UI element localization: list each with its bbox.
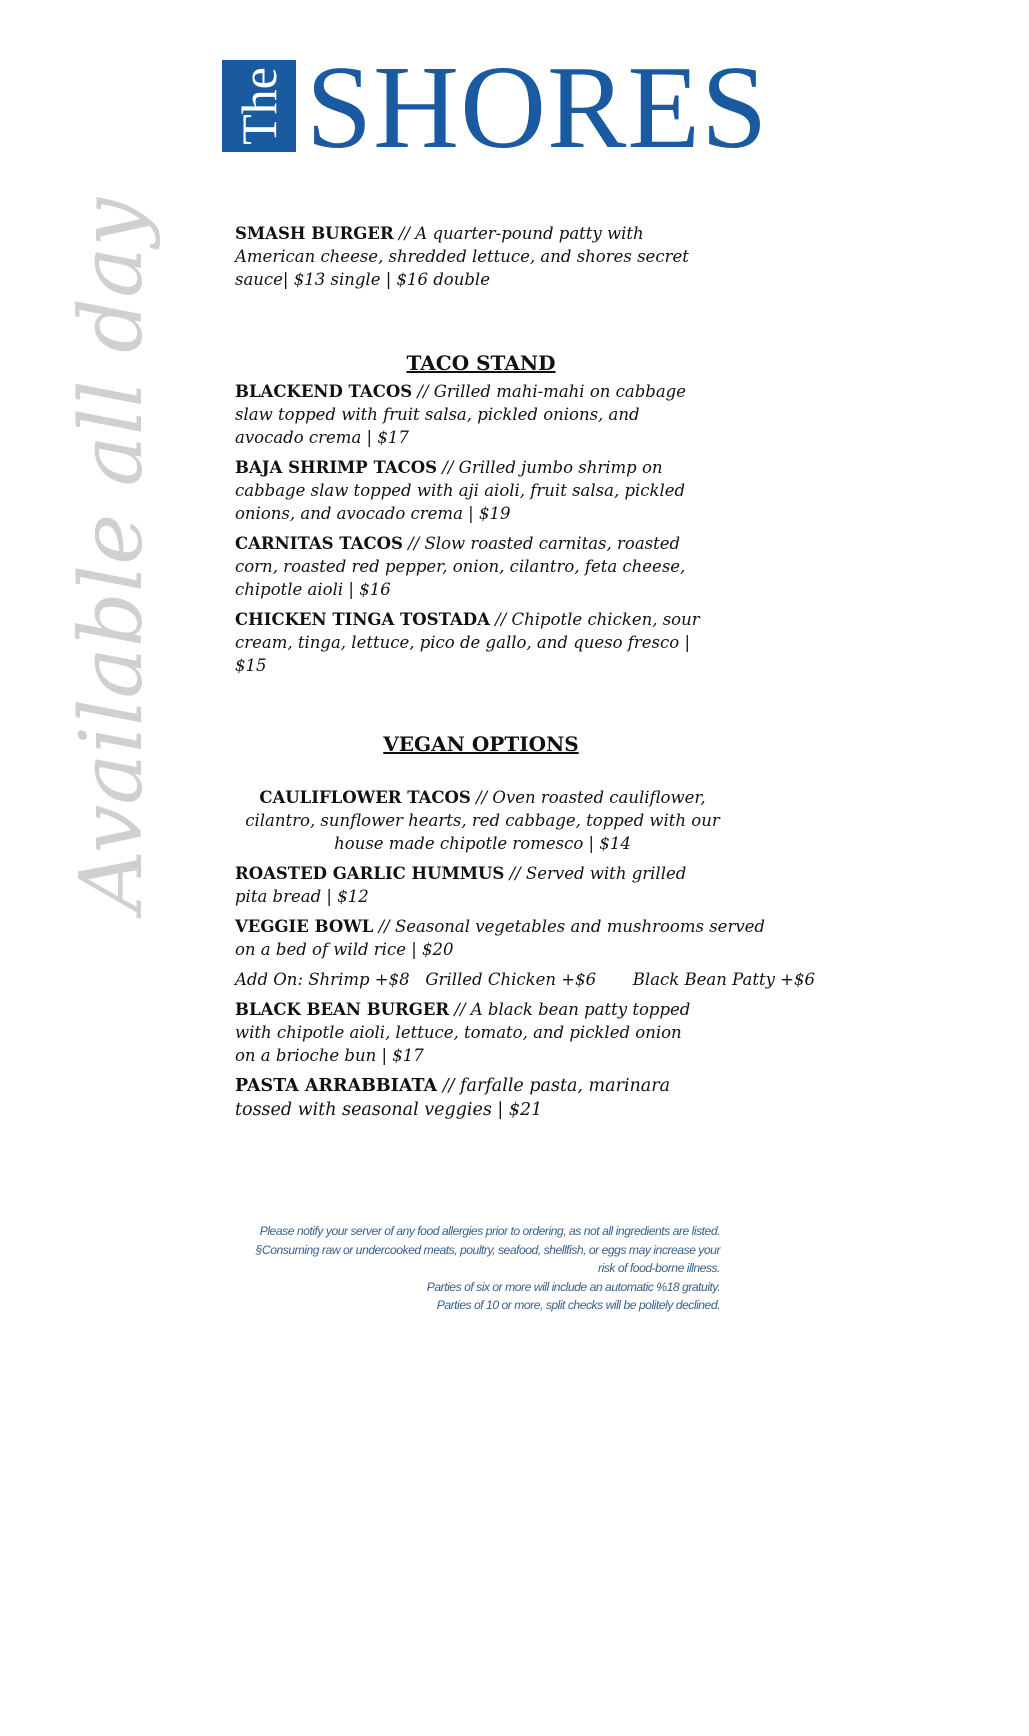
item-name: CHICKEN TINGA TOSTADA bbox=[235, 610, 490, 629]
menu-item-chicken-tinga-tostada bbox=[235, 608, 705, 677]
menu-item-roasted-garlic-hummus bbox=[235, 862, 695, 908]
item-name: BAJA SHRIMP TACOS bbox=[235, 458, 438, 477]
item-name: CAULIFLOWER TACOS bbox=[259, 788, 471, 807]
add-on-grilled-chicken: Grilled Chicken +$6 bbox=[425, 970, 597, 989]
item-name: PASTA ARRABBIATA bbox=[235, 1076, 438, 1096]
item-description: // A black bean patty topped with chipotle aioli, lettuce, tomato, and pickled onion on a brioche bun | $17 bbox=[235, 1000, 691, 1065]
menu-item-black-bean-burger bbox=[235, 998, 705, 1067]
restaurant-logo bbox=[222, 41, 769, 174]
gratuity-notice: Parties of six or more will include an automatic %18 gratuity. bbox=[426, 1279, 720, 1294]
availability-watermark: Available all day bbox=[62, 197, 162, 913]
item-name: BLACKEND TACOS bbox=[235, 382, 413, 401]
add-on-black-bean-patty: Black Bean Patty +$6 bbox=[632, 970, 815, 989]
item-description: // A quarter-pound patty with American cheese, shredded lettuce, and shores secret sauce| $13 single | $16 double bbox=[235, 224, 689, 289]
split-check-notice: Parties of 10 or more, split checks will be politely declined. bbox=[436, 1298, 720, 1312]
section-heading-taco-stand: TACO STAND bbox=[406, 351, 556, 375]
menu-content bbox=[235, 222, 815, 1122]
item-description: // Slow roasted carnitas, roasted corn, roasted red pepper, onion, cilantro, feta cheese, chipotle aioli | $16 bbox=[235, 534, 686, 599]
item-description: // Seasonal vegetables and mushrooms served on a bed of wild rice | $20 bbox=[235, 917, 765, 959]
add-on-label: Add On: bbox=[235, 970, 303, 989]
section-heading-vegan-options: VEGAN OPTIONS bbox=[383, 732, 579, 756]
consumption-warning: §Consuming raw or undercooked meats, poultry, seafood, shellfish, or eggs may increase your risk of food-borne illness. bbox=[255, 1242, 720, 1275]
logo-small-text: The bbox=[231, 67, 287, 145]
item-name: VEGGIE BOWL bbox=[235, 917, 374, 936]
item-description: // Served with grilled pita bread | $12 bbox=[235, 864, 687, 906]
item-description: // Oven roasted cauliflower, cilantro, sunflower hearts, red cabbage, topped with our house made chipotle romesco | $14 bbox=[245, 788, 720, 853]
item-description: // Grilled mahi-mahi on cabbage slaw topped with fruit salsa, pickled onions, and avocado crema | $17 bbox=[235, 382, 686, 447]
menu-item-carnitas-tacos bbox=[235, 532, 705, 601]
item-description: // Grilled jumbo shrimp on cabbage slaw topped with aji aioli, fruit salsa, pickled onions, and avocado crema | $19 bbox=[235, 458, 686, 523]
item-name: ROASTED GARLIC HUMMUS bbox=[235, 864, 505, 883]
menu-item-blackend-tacos bbox=[235, 380, 705, 449]
item-name: BLACK BEAN BURGER bbox=[235, 1000, 450, 1019]
logo-badge bbox=[222, 60, 296, 152]
item-name: CARNITAS TACOS bbox=[235, 534, 403, 553]
item-name: SMASH BURGER bbox=[235, 224, 394, 243]
item-description: // farfalle pasta, marinara tossed with seasonal veggies | $21 bbox=[235, 1076, 671, 1120]
allergy-notice: Please notify your server of any food allergies prior to ordering, as not all ingredients are listed. bbox=[259, 1224, 720, 1238]
allergy-and-policy-notice bbox=[238, 1222, 720, 1315]
item-description: // Chipotle chicken, sour cream, tinga, lettuce, pico de gallo, and queso fresco | $15 bbox=[235, 610, 700, 675]
menu-item-pasta-arrabbiata bbox=[235, 1074, 705, 1122]
add-on-options bbox=[235, 968, 815, 991]
menu-item-smash-burger bbox=[235, 222, 690, 291]
logo-wordmark: SHORES bbox=[306, 41, 769, 174]
menu-item-veggie-bowl bbox=[235, 915, 765, 961]
menu-item-baja-shrimp-tacos bbox=[235, 456, 705, 525]
menu-item-cauliflower-tacos bbox=[235, 786, 730, 855]
add-on-shrimp: Shrimp +$8 bbox=[308, 970, 410, 989]
